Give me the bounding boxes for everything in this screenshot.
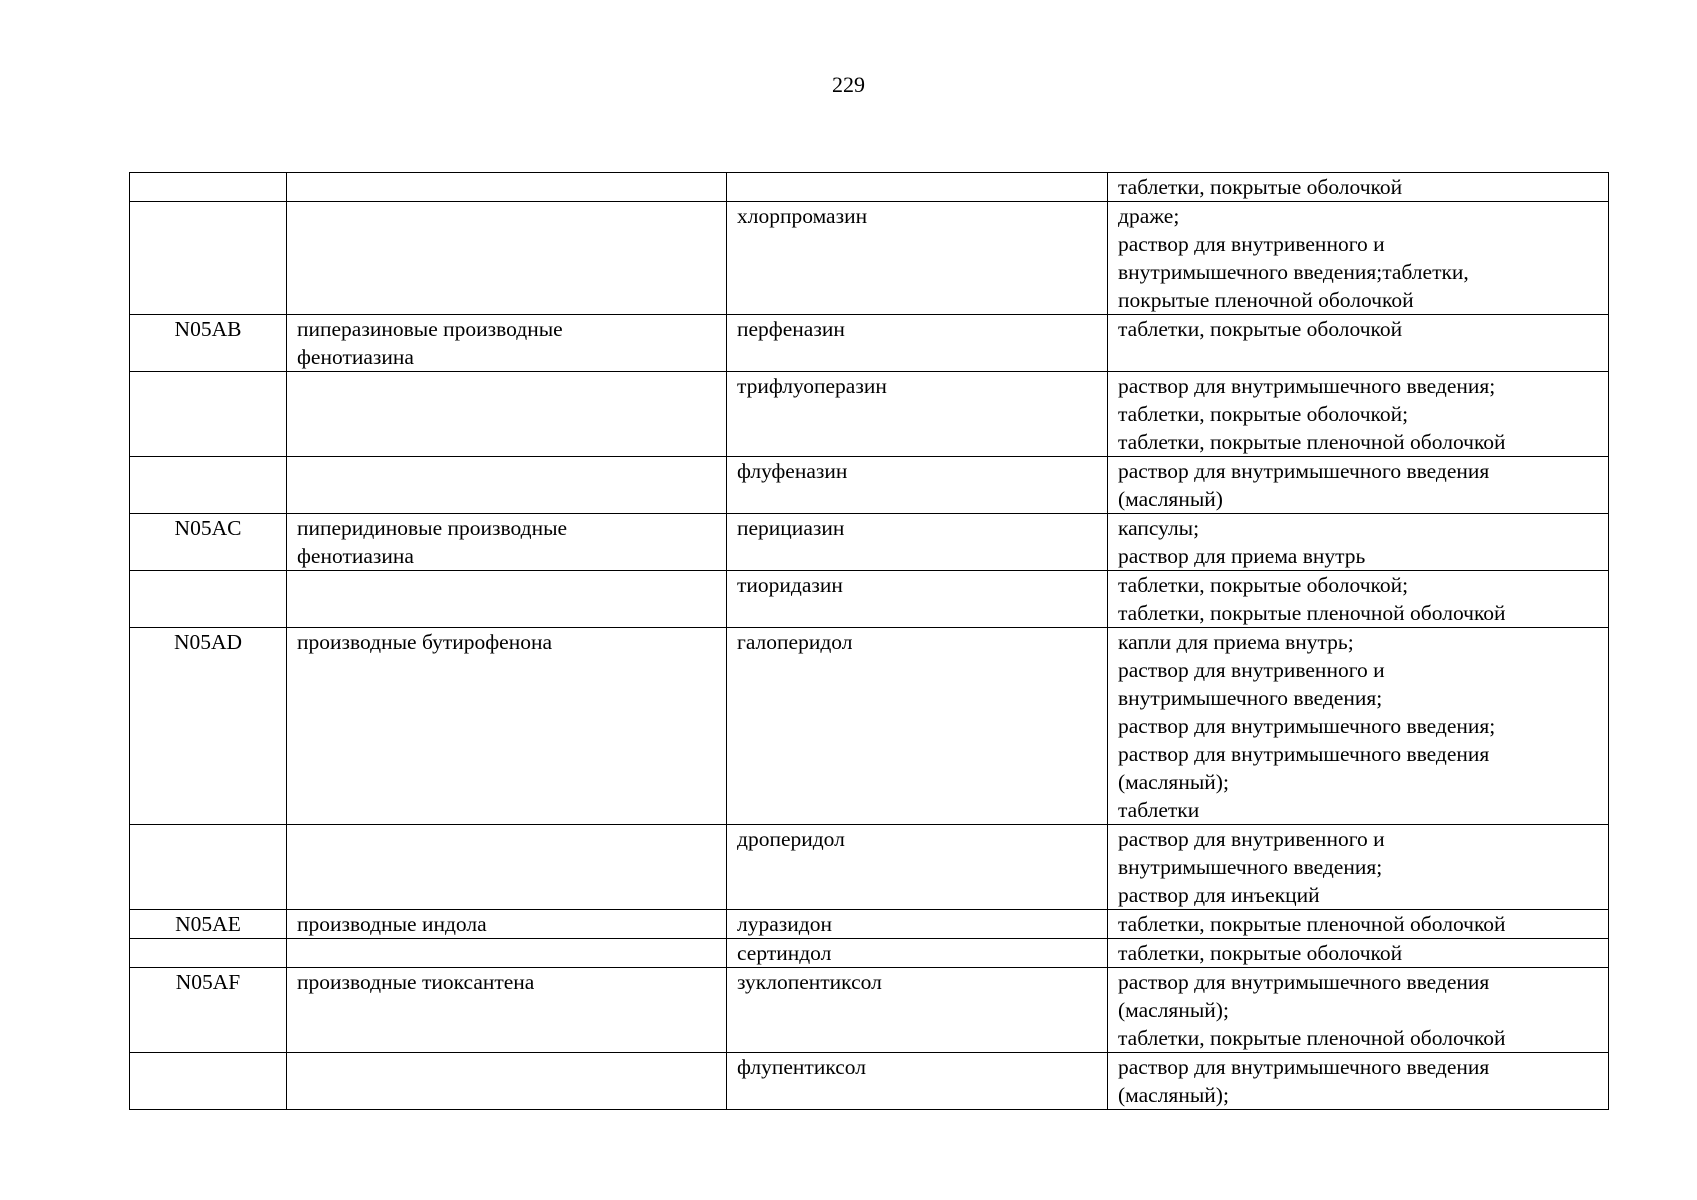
- dosage-form-line: таблетки, покрытые оболочкой;: [1118, 402, 1409, 426]
- dosage-form-line: (масляный): [1118, 487, 1223, 511]
- table-row: [130, 628, 1609, 825]
- atc-code: N05AE: [175, 912, 241, 936]
- dosage-form-line: раствор для внутривенного и: [1118, 658, 1385, 682]
- dosage-form-cell: [1108, 514, 1609, 571]
- group-name-line: пиперазиновые производные: [297, 317, 563, 341]
- dosage-form-line: таблетки, покрытые пленочной оболочкой: [1118, 912, 1506, 936]
- dosage-form-line: таблетки, покрытые пленочной оболочкой: [1118, 1026, 1506, 1050]
- atc-code-cell: [130, 1053, 287, 1110]
- dosage-form-cell: [1108, 315, 1609, 372]
- dosage-form-line: таблетки, покрытые оболочкой;: [1118, 573, 1409, 597]
- atc-code: N05AF: [175, 970, 241, 994]
- drug-name: зуклопентиксол: [737, 970, 882, 994]
- group-name-line: фенотиазина: [297, 544, 414, 568]
- dosage-form-line: внутримышечного введения;: [1118, 686, 1383, 710]
- drug-name: луразидон: [737, 912, 832, 936]
- dosage-form-cell: [1108, 202, 1609, 315]
- table-body: [130, 173, 1609, 1110]
- dosage-form-cell: [1108, 1053, 1609, 1110]
- atc-code-cell: [130, 202, 287, 315]
- dosage-form-line: таблетки, покрытые пленочной оболочкой: [1118, 601, 1506, 625]
- drug-name-cell: [727, 457, 1108, 514]
- dosage-form-cell: [1108, 825, 1609, 910]
- drug-name-cell: [727, 315, 1108, 372]
- dosage-form-line: таблетки, покрытые пленочной оболочкой: [1118, 430, 1506, 454]
- atc-code-cell: [130, 315, 287, 372]
- drug-name: галоперидол: [737, 630, 853, 654]
- atc-code-cell: [130, 514, 287, 571]
- dosage-form-line: таблетки: [1118, 798, 1200, 822]
- group-name-cell: [287, 372, 727, 457]
- table-row: [130, 173, 1609, 202]
- dosage-form-line: капли для приема внутрь;: [1118, 630, 1354, 654]
- group-name-cell: [287, 939, 727, 968]
- dosage-form-line: раствор для инъекций: [1118, 883, 1320, 907]
- dosage-form-line: (масляный);: [1118, 998, 1229, 1022]
- drug-name: сертиндол: [737, 941, 832, 965]
- dosage-form-line: раствор для внутривенного и: [1118, 827, 1385, 851]
- atc-code-cell: [130, 825, 287, 910]
- dosage-form-cell: [1108, 571, 1609, 628]
- dosage-form-line: таблетки, покрытые оболочкой: [1118, 175, 1403, 199]
- drug-name: трифлуоперазин: [737, 374, 887, 398]
- table-row: [130, 825, 1609, 910]
- drug-name-cell: [727, 202, 1108, 315]
- dosage-form-line: раствор для внутримышечного введения;: [1118, 374, 1496, 398]
- group-name-cell: [287, 514, 727, 571]
- drug-name-cell: [727, 514, 1108, 571]
- dosage-form-line: раствор для внутримышечного введения: [1118, 742, 1490, 766]
- atc-code-cell: [130, 939, 287, 968]
- drug-name: флуфеназин: [737, 459, 848, 483]
- dosage-form-line: таблетки, покрытые оболочкой: [1118, 941, 1403, 965]
- drug-name-cell: [727, 825, 1108, 910]
- group-name-cell: [287, 628, 727, 825]
- atc-code-cell: [130, 372, 287, 457]
- drug-name-cell: [727, 939, 1108, 968]
- atc-code-cell: [130, 910, 287, 939]
- drug-name-cell: [727, 571, 1108, 628]
- group-name-cell: [287, 173, 727, 202]
- dosage-form-line: капсулы;: [1118, 516, 1200, 540]
- dosage-form-line: покрытые пленочной оболочкой: [1118, 288, 1414, 312]
- dosage-form-line: раствор для приема внутрь: [1118, 544, 1366, 568]
- group-name-cell: [287, 315, 727, 372]
- drug-name-cell: [727, 173, 1108, 202]
- atc-code-cell: [130, 173, 287, 202]
- table-row: [130, 571, 1609, 628]
- page-number: 229: [832, 72, 865, 97]
- dosage-form-line: раствор для внутримышечного введения: [1118, 459, 1490, 483]
- atc-code: N05AB: [174, 317, 242, 341]
- group-name-line: производные тиоксантена: [297, 970, 535, 994]
- table-row: [130, 514, 1609, 571]
- group-name-line: пиперидиновые производные: [297, 516, 568, 540]
- dosage-form-cell: [1108, 457, 1609, 514]
- atc-code-cell: [130, 968, 287, 1053]
- drug-name-cell: [727, 910, 1108, 939]
- dosage-form-cell: [1108, 628, 1609, 825]
- dosage-form-cell: [1108, 910, 1609, 939]
- drug-name: флупентиксол: [737, 1055, 866, 1079]
- table-row: [130, 939, 1609, 968]
- dosage-form-line: внутримышечного введения;: [1118, 855, 1383, 879]
- table-row: [130, 1053, 1609, 1110]
- group-name-cell: [287, 202, 727, 315]
- drug-name: тиоридазин: [737, 573, 843, 597]
- dosage-form-line: таблетки, покрытые оболочкой: [1118, 317, 1403, 341]
- dosage-form-line: драже;: [1118, 204, 1180, 228]
- table-row: [130, 202, 1609, 315]
- drug-name-cell: [727, 628, 1108, 825]
- group-name-cell: [287, 457, 727, 514]
- group-name-line: фенотиазина: [297, 345, 414, 369]
- group-name-cell: [287, 910, 727, 939]
- dosage-form-line: раствор для внутримышечного введения: [1118, 970, 1490, 994]
- group-name-cell: [287, 968, 727, 1053]
- atc-code-cell: [130, 457, 287, 514]
- atc-code-cell: [130, 628, 287, 825]
- dosage-form-cell: [1108, 968, 1609, 1053]
- group-name-cell: [287, 571, 727, 628]
- table-row: [130, 315, 1609, 372]
- dosage-form-line: раствор для внутривенного и: [1118, 232, 1385, 256]
- atc-code: N05AC: [174, 516, 242, 540]
- dosage-form-line: раствор для внутримышечного введения: [1118, 1055, 1490, 1079]
- group-name-line: производные бутирофенона: [297, 630, 552, 654]
- dosage-form-cell: [1108, 372, 1609, 457]
- group-name-cell: [287, 825, 727, 910]
- dosage-form-cell: [1108, 173, 1609, 202]
- drug-name: хлорпромазин: [737, 204, 868, 228]
- dosage-form-cell: [1108, 939, 1609, 968]
- drug-name-cell: [727, 1053, 1108, 1110]
- table-row: [130, 372, 1609, 457]
- drug-name: дроперидол: [737, 827, 845, 851]
- dosage-form-line: (масляный);: [1118, 1083, 1229, 1107]
- group-name-line: производные индола: [297, 912, 487, 936]
- medication-table: [129, 172, 1609, 1110]
- table-row: [130, 910, 1609, 939]
- dosage-form-line: раствор для внутримышечного введения;: [1118, 714, 1496, 738]
- dosage-form-line: внутримышечного введения;таблетки,: [1118, 260, 1469, 284]
- drug-name: перициазин: [737, 516, 845, 540]
- table-row: [130, 968, 1609, 1053]
- table-row: [130, 457, 1609, 514]
- group-name-cell: [287, 1053, 727, 1110]
- atc-code: N05AD: [173, 630, 243, 654]
- dosage-form-line: (масляный);: [1118, 770, 1229, 794]
- drug-name-cell: [727, 968, 1108, 1053]
- drug-name-cell: [727, 372, 1108, 457]
- drug-name: перфеназин: [737, 317, 845, 341]
- atc-code-cell: [130, 571, 287, 628]
